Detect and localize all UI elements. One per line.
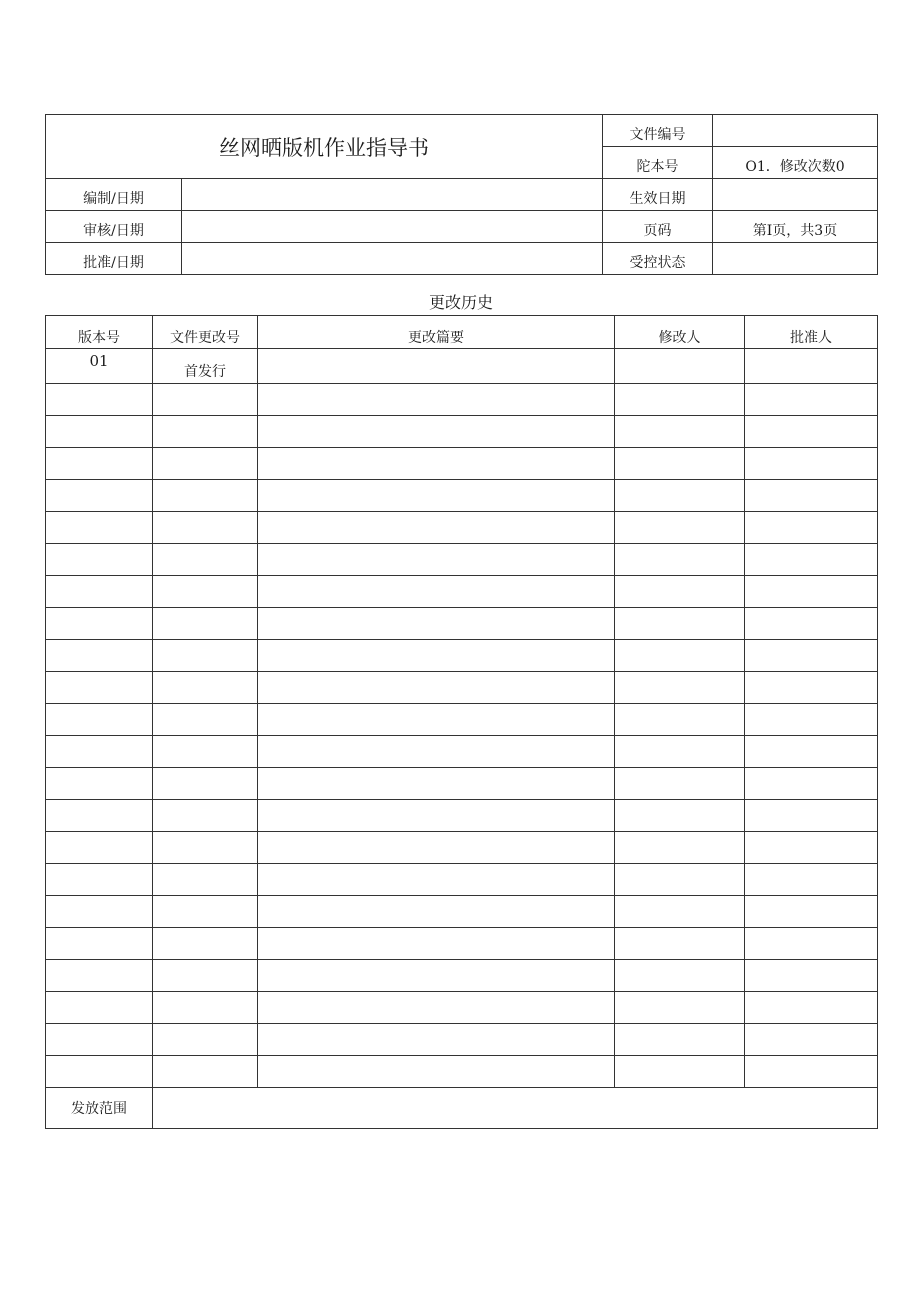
cell-version [46, 864, 153, 896]
cell-modifier [615, 448, 745, 480]
approved-date-label: 批准/日期 [46, 243, 182, 275]
cell-change-summary [258, 1024, 615, 1056]
cell-approver [745, 416, 878, 448]
cell-change-number [153, 512, 258, 544]
cell-modifier [615, 576, 745, 608]
cell-approver [745, 640, 878, 672]
cell-change-number [153, 800, 258, 832]
cell-version [46, 576, 153, 608]
document-header-table [45, 114, 878, 275]
distribution-value [153, 1088, 878, 1129]
cell-change-number [153, 576, 258, 608]
table-row [46, 480, 878, 512]
cell-change-summary [258, 512, 615, 544]
cell-version [46, 640, 153, 672]
cell-approver [745, 608, 878, 640]
cell-modifier [615, 349, 745, 384]
cell-modifier [615, 960, 745, 992]
cell-change-number [153, 768, 258, 800]
table-row [46, 448, 878, 480]
cell-modifier [615, 544, 745, 576]
table-row [46, 640, 878, 672]
column-header-version: 版本号 [46, 316, 153, 349]
cell-version [46, 1024, 153, 1056]
cell-modifier [615, 480, 745, 512]
table-row [46, 896, 878, 928]
column-header-modifier: 修改人 [615, 316, 745, 349]
table-row [46, 832, 878, 864]
cell-approver [745, 480, 878, 512]
cell-modifier [615, 704, 745, 736]
cell-approver [745, 1024, 878, 1056]
distribution-row [46, 1088, 878, 1129]
cell-change-summary [258, 448, 615, 480]
cell-approver [745, 1056, 878, 1088]
cell-change-summary [258, 576, 615, 608]
cell-modifier [615, 992, 745, 1024]
effective-date-value [713, 179, 878, 211]
cell-change-summary [258, 960, 615, 992]
cell-version: 01 [46, 349, 153, 384]
cell-version [46, 416, 153, 448]
cell-version [46, 480, 153, 512]
cell-change-number [153, 640, 258, 672]
cell-modifier [615, 640, 745, 672]
table-row [46, 512, 878, 544]
table-row [46, 768, 878, 800]
cell-change-summary [258, 864, 615, 896]
history-header-row [46, 316, 878, 349]
cell-change-summary [258, 640, 615, 672]
cell-change-number [153, 416, 258, 448]
document-title: 丝网晒版机作业指导书 [46, 115, 603, 179]
cell-version [46, 960, 153, 992]
cell-modifier [615, 832, 745, 864]
table-row [46, 576, 878, 608]
cell-version [46, 736, 153, 768]
cell-approver [745, 349, 878, 384]
cell-change-number [153, 1056, 258, 1088]
table-row [46, 672, 878, 704]
file-number-value [713, 115, 878, 147]
reviewed-date-value [182, 211, 603, 243]
cell-change-summary [258, 928, 615, 960]
cell-change-summary [258, 416, 615, 448]
cell-version [46, 832, 153, 864]
column-header-change-summary: 更改篇要 [258, 316, 615, 349]
cell-change-number [153, 864, 258, 896]
cell-change-number [153, 992, 258, 1024]
table-row [46, 704, 878, 736]
cell-change-summary [258, 992, 615, 1024]
control-status-label: 受控状态 [603, 243, 713, 275]
cell-approver [745, 896, 878, 928]
cell-modifier [615, 1056, 745, 1088]
cell-modifier [615, 928, 745, 960]
reviewed-date-label: 审核/日期 [46, 211, 182, 243]
cell-version [46, 768, 153, 800]
cell-approver [745, 736, 878, 768]
cell-change-summary [258, 800, 615, 832]
cell-change-number [153, 928, 258, 960]
cell-modifier [615, 512, 745, 544]
cell-change-number [153, 704, 258, 736]
file-number-label: 文件编号 [603, 115, 713, 147]
table-row [46, 800, 878, 832]
cell-approver [745, 864, 878, 896]
column-header-change-number: 文件更改号 [153, 316, 258, 349]
cell-approver [745, 448, 878, 480]
effective-date-label: 生效日期 [603, 179, 713, 211]
cell-version [46, 672, 153, 704]
change-history-title: 更改历史 [428, 293, 493, 312]
cell-version [46, 896, 153, 928]
cell-version [46, 928, 153, 960]
cell-approver [745, 672, 878, 704]
cell-modifier [615, 1024, 745, 1056]
table-row [46, 349, 878, 384]
cell-approver [745, 928, 878, 960]
table-row [46, 544, 878, 576]
table-row [46, 864, 878, 896]
cell-change-number [153, 736, 258, 768]
cell-version [46, 992, 153, 1024]
cell-version [46, 800, 153, 832]
cell-approver [745, 512, 878, 544]
table-row [46, 1056, 878, 1088]
cell-change-summary [258, 480, 615, 512]
cell-change-summary [258, 768, 615, 800]
cell-change-summary [258, 704, 615, 736]
cell-change-number [153, 832, 258, 864]
table-row [46, 1024, 878, 1056]
cell-change-summary [258, 384, 615, 416]
cell-approver [745, 832, 878, 864]
change-history-table [45, 315, 878, 1129]
table-row [46, 736, 878, 768]
table-row [46, 608, 878, 640]
cell-version [46, 384, 153, 416]
cell-change-number [153, 544, 258, 576]
cell-approver [745, 960, 878, 992]
cell-change-summary [258, 349, 615, 384]
cell-approver [745, 768, 878, 800]
cell-change-summary [258, 1056, 615, 1088]
cell-version [46, 512, 153, 544]
cell-modifier [615, 608, 745, 640]
cell-version [46, 544, 153, 576]
cell-change-summary [258, 736, 615, 768]
cell-modifier [615, 896, 745, 928]
cell-change-number [153, 1024, 258, 1056]
cell-change-number [153, 608, 258, 640]
cell-approver [745, 384, 878, 416]
approved-date-value [182, 243, 603, 275]
cell-modifier [615, 864, 745, 896]
cell-modifier [615, 736, 745, 768]
cell-approver [745, 992, 878, 1024]
cell-change-number [153, 480, 258, 512]
prepared-date-label: 编制/日期 [46, 179, 182, 211]
table-row [46, 384, 878, 416]
cell-change-summary [258, 608, 615, 640]
cell-change-number [153, 384, 258, 416]
control-status-value [713, 243, 878, 275]
table-row [46, 928, 878, 960]
prepared-date-value [182, 179, 603, 211]
cell-approver [745, 544, 878, 576]
cell-modifier [615, 672, 745, 704]
cell-change-summary [258, 672, 615, 704]
page-number-label: 页码 [603, 211, 713, 243]
table-row [46, 992, 878, 1024]
cell-approver [745, 576, 878, 608]
cell-modifier [615, 800, 745, 832]
distribution-label: 发放范围 [46, 1088, 153, 1129]
cell-change-summary [258, 832, 615, 864]
cell-version [46, 704, 153, 736]
version-value: O1．修改次数0 [713, 147, 878, 179]
cell-change-number [153, 448, 258, 480]
cell-change-summary [258, 544, 615, 576]
table-row [46, 960, 878, 992]
cell-version [46, 608, 153, 640]
cell-change-number [153, 896, 258, 928]
cell-version [46, 448, 153, 480]
cell-change-summary [258, 896, 615, 928]
version-label: 陀本号 [603, 147, 713, 179]
cell-change-number: 首发行 [153, 349, 258, 384]
table-row [46, 416, 878, 448]
cell-change-number [153, 960, 258, 992]
column-header-approver: 批准人 [745, 316, 878, 349]
cell-approver [745, 704, 878, 736]
cell-modifier [615, 416, 745, 448]
cell-approver [745, 800, 878, 832]
cell-change-number [153, 672, 258, 704]
page-number-value: 第I页，共3页 [713, 211, 878, 243]
cell-modifier [615, 768, 745, 800]
cell-modifier [615, 384, 745, 416]
cell-version [46, 1056, 153, 1088]
